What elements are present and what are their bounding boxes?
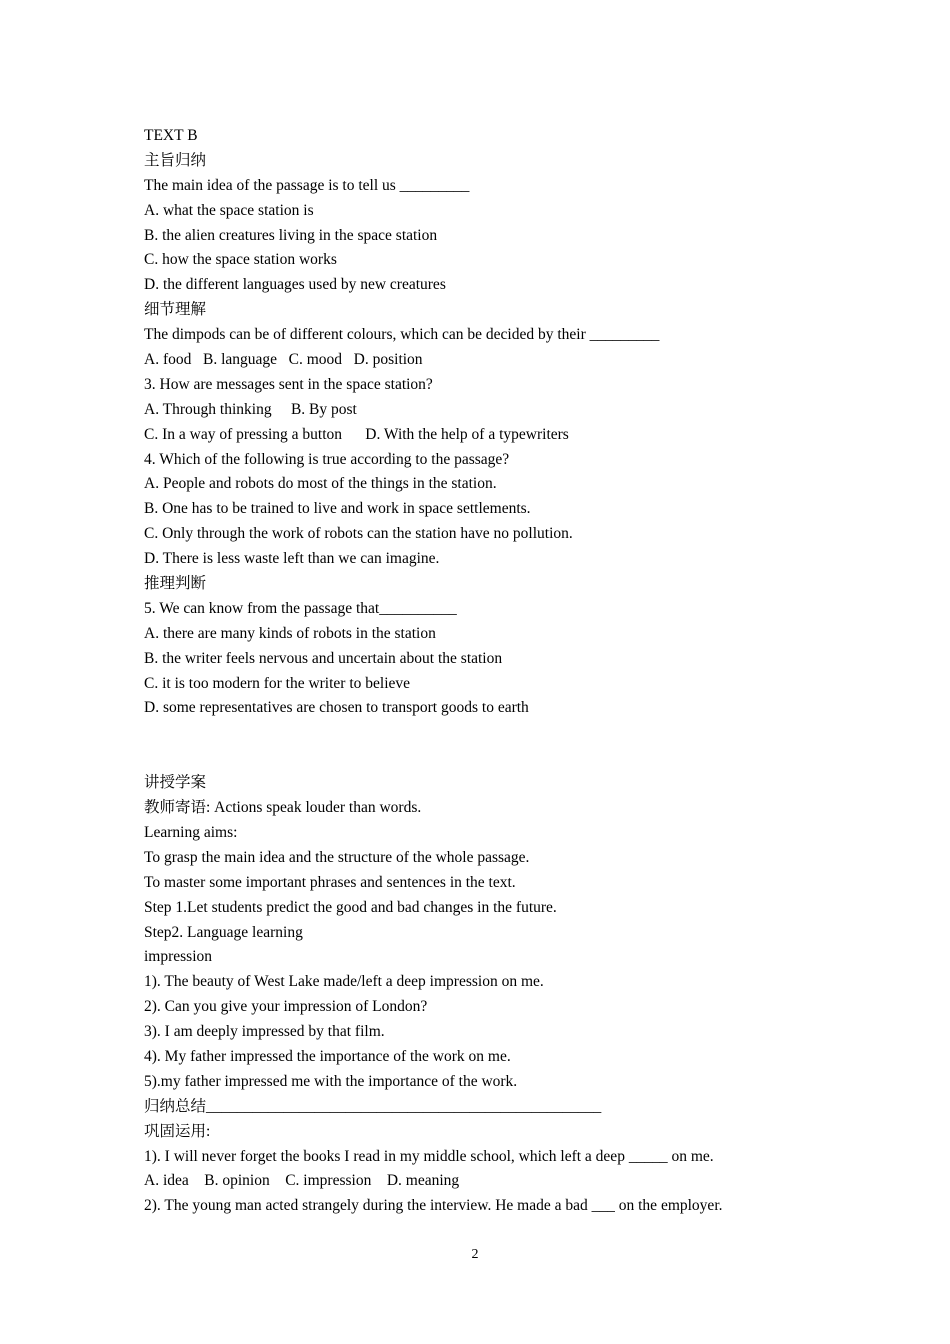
section-heading: TEXT B — [144, 127, 198, 144]
learning-aim: To master some important phrases and sentences in the text. — [144, 873, 516, 891]
question-stem: 4. Which of the following is true according to the passage? — [144, 450, 510, 468]
step-line: Step2. Language learning — [144, 923, 303, 941]
practice-question: 1). I will never forget the books I read in my middle school, which left a deep _____ on me. — [144, 1147, 714, 1165]
answer-option: B. the writer feels nervous and uncertain about the station — [144, 649, 503, 667]
answer-option: A. what the space station is — [144, 201, 314, 219]
question-stem: The main idea of the passage is to tell us _________ — [144, 176, 470, 194]
answer-options-row: A. idea B. opinion C. impression D. meaning — [144, 1172, 460, 1190]
answer-option: B. the alien creatures living in the space station — [144, 226, 438, 244]
lesson-plan — [144, 771, 824, 1219]
question-type-label: 推理判断 — [144, 575, 207, 593]
question-type-label: 主旨归纳 — [144, 151, 207, 169]
learning-aims-label: Learning aims: — [144, 823, 238, 841]
practice-question: 2). The young man acted strangely during the interview. He made a bad ___ on the employer. — [144, 1197, 723, 1215]
section-heading: 讲授学案 — [144, 774, 207, 792]
question-stem: The dimpods can be of different colours, which can be decided by their _________ — [144, 326, 660, 344]
learning-aim: To grasp the main idea and the structure of the whole passage. — [144, 848, 530, 866]
answer-option: C. Only through the work of robots can the station have no pollution. — [144, 525, 573, 543]
answer-options-row: A. Through thinking B. By post — [144, 400, 357, 418]
question-stem: 3. How are messages sent in the space station? — [144, 375, 433, 393]
answer-option: B. One has to be trained to live and work in space settlements. — [144, 500, 531, 518]
answer-option: C. it is too modern for the writer to believe — [144, 674, 411, 692]
document-page — [144, 124, 824, 1219]
example-sentence: 1). The beauty of West Lake made/left a deep impression on me. — [144, 973, 544, 991]
example-sentence: 5).my father impressed me with the importance of the work. — [144, 1072, 518, 1090]
vocabulary-word: impression — [144, 948, 213, 966]
question-type-label: 细节理解 — [144, 301, 207, 319]
step-line: Step 1.Let students predict the good and bad changes in the future. — [144, 898, 557, 916]
answer-option: D. There is less waste left than we can imagine. — [144, 550, 440, 568]
page-number: 2 — [471, 1247, 479, 1262]
question-stem: 5. We can know from the passage that__________ — [144, 599, 457, 617]
summary-blank: 归纳总结___________________________________________________ — [144, 1097, 602, 1115]
teacher-motto: 教师寄语: Actions speak louder than words. — [144, 799, 422, 817]
spacer — [144, 746, 824, 771]
answer-options-row: A. food B. language C. mood D. position — [144, 351, 423, 369]
answer-options-row: C. In a way of pressing a button D. With the help of a typewriters — [144, 425, 569, 443]
answer-option: D. some representatives are chosen to transport goods to earth — [144, 699, 529, 717]
example-sentence: 4). My father impressed the importance of the work on me. — [144, 1047, 511, 1065]
text-b-exercises — [144, 124, 824, 721]
spacer — [144, 721, 824, 746]
answer-option: D. the different languages used by new creatures — [144, 276, 446, 294]
answer-option: A. People and robots do most of the things in the station. — [144, 475, 497, 493]
answer-option: C. how the space station works — [144, 251, 337, 269]
example-sentence: 3). I am deeply impressed by that film. — [144, 1023, 385, 1041]
example-sentence: 2). Can you give your impression of London? — [144, 998, 428, 1016]
answer-option: A. there are many kinds of robots in the station — [144, 624, 436, 642]
practice-label: 巩固运用: — [144, 1122, 211, 1140]
